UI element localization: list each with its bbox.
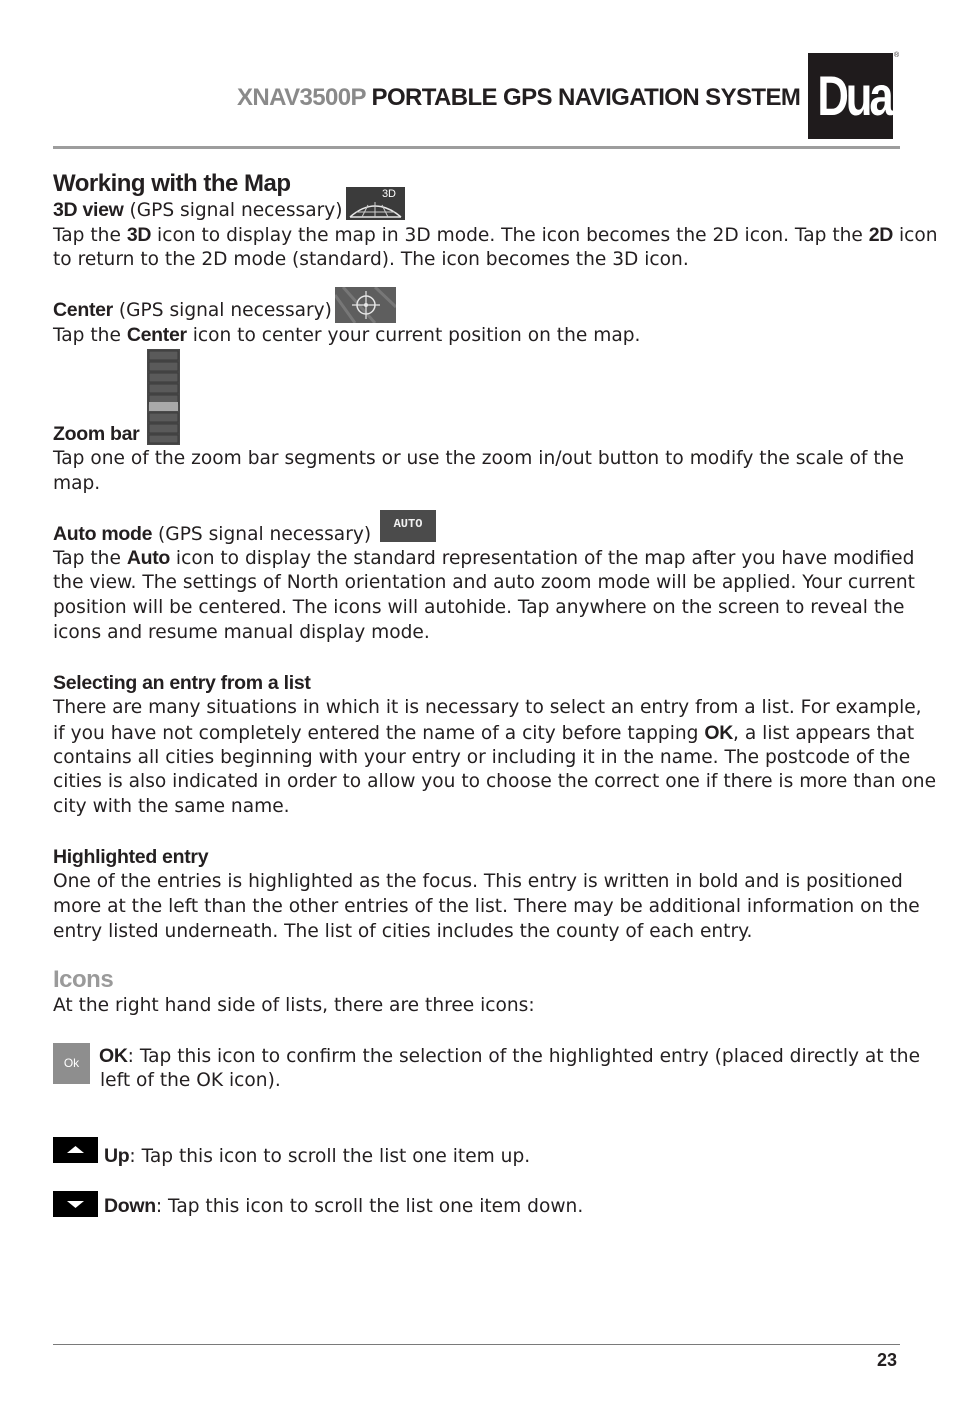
view3d-desc-line2: to return to the 2D mode (standard). The icon becomes the 3D icon. <box>53 249 689 270</box>
zoom-desc-line1: Tap one of the zoom bar segments or use the zoom in/out button to modify the scale of the <box>53 448 904 469</box>
icons-title: Icons <box>53 966 114 993</box>
auto-mode-icon: AUTO <box>380 510 436 542</box>
view3d-heading: 3D view (GPS signal necessary) <box>53 199 343 221</box>
highlighted-line1: One of the entries is highlighted as the focus. This entry is written in bold and is positioned <box>53 871 903 892</box>
model-name: XNAV3500P <box>237 84 366 111</box>
section-title: Working with the Map <box>53 170 291 197</box>
auto-desc-line1: Tap the Auto icon to display the standard representation of the map after you have modified <box>53 547 915 569</box>
registered-mark: ® <box>894 52 900 59</box>
page-number: 23 <box>877 1350 898 1370</box>
selecting-line5: city with the same name. <box>53 796 290 817</box>
down-desc: Down: Tap this icon to scroll the list one item down. <box>104 1195 584 1217</box>
auto-desc-line4: icons and resume manual display mode. <box>53 622 430 643</box>
up-desc: Up: Tap this icon to scroll the list one item up. <box>104 1145 531 1167</box>
highlighted-heading: Highlighted entry <box>53 846 209 868</box>
ok-desc-line2: left of the OK icon). <box>100 1070 281 1091</box>
product-title: PORTABLE GPS NAVIGATION SYSTEM <box>371 84 801 111</box>
3d-view-icon: 3D <box>346 187 405 220</box>
highlighted-line3: entry listed underneath. The list of cities includes the county of each entry. <box>53 921 753 942</box>
zoom-desc-line2: map. <box>53 473 101 494</box>
selecting-line2: if you have not completely entered the name of a city before tapping OK, a list appears that <box>53 722 915 744</box>
ok-desc-line1: OK: Tap this icon to confirm the selection of the highlighted entry (placed directly at the <box>99 1045 921 1067</box>
zoom-heading: Zoom bar <box>53 423 140 445</box>
ok-icon: Ok <box>53 1043 90 1084</box>
selecting-line1: There are many situations in which it is necessary to select an entry from a list. For example, <box>53 697 922 718</box>
selecting-line4: cities is also indicated in order to allow you to choose the correct one if there is more than one <box>53 771 937 792</box>
center-heading: Center (GPS signal necessary) <box>53 299 332 321</box>
center-desc: Tap the Center icon to center your current position on the map. <box>53 324 641 346</box>
selecting-line3: contains all cities beginning with your entry or including it in the name. The postcode of the <box>53 747 911 768</box>
header-divider <box>53 146 900 149</box>
dual-logo: Dual <box>808 53 893 139</box>
zoom-bar-icon <box>147 349 180 445</box>
icons-intro: At the right hand side of lists, there are three icons: <box>53 995 535 1016</box>
center-crosshair-icon <box>335 287 396 323</box>
page-header-title <box>237 84 800 112</box>
footer-divider <box>53 1344 900 1345</box>
auto-heading: Auto mode (GPS signal necessary) <box>53 523 372 545</box>
auto-desc-line3: position will be centered. The icons will autohide. Tap anywhere on the screen to reveal the <box>53 597 905 618</box>
up-arrow-icon <box>53 1137 98 1163</box>
view3d-desc-line1: Tap the 3D icon to display the map in 3D mode. The icon becomes the 2D icon. Tap the 2D icon <box>53 224 938 246</box>
auto-desc-line2: the view. The settings of North orientation and auto zoom mode will be applied. Your current <box>53 572 915 593</box>
highlighted-line2: more at the left than the other entries of the list. There may be additional information on the <box>53 896 920 917</box>
selecting-heading: Selecting an entry from a list <box>53 672 311 694</box>
down-arrow-icon <box>53 1191 98 1217</box>
